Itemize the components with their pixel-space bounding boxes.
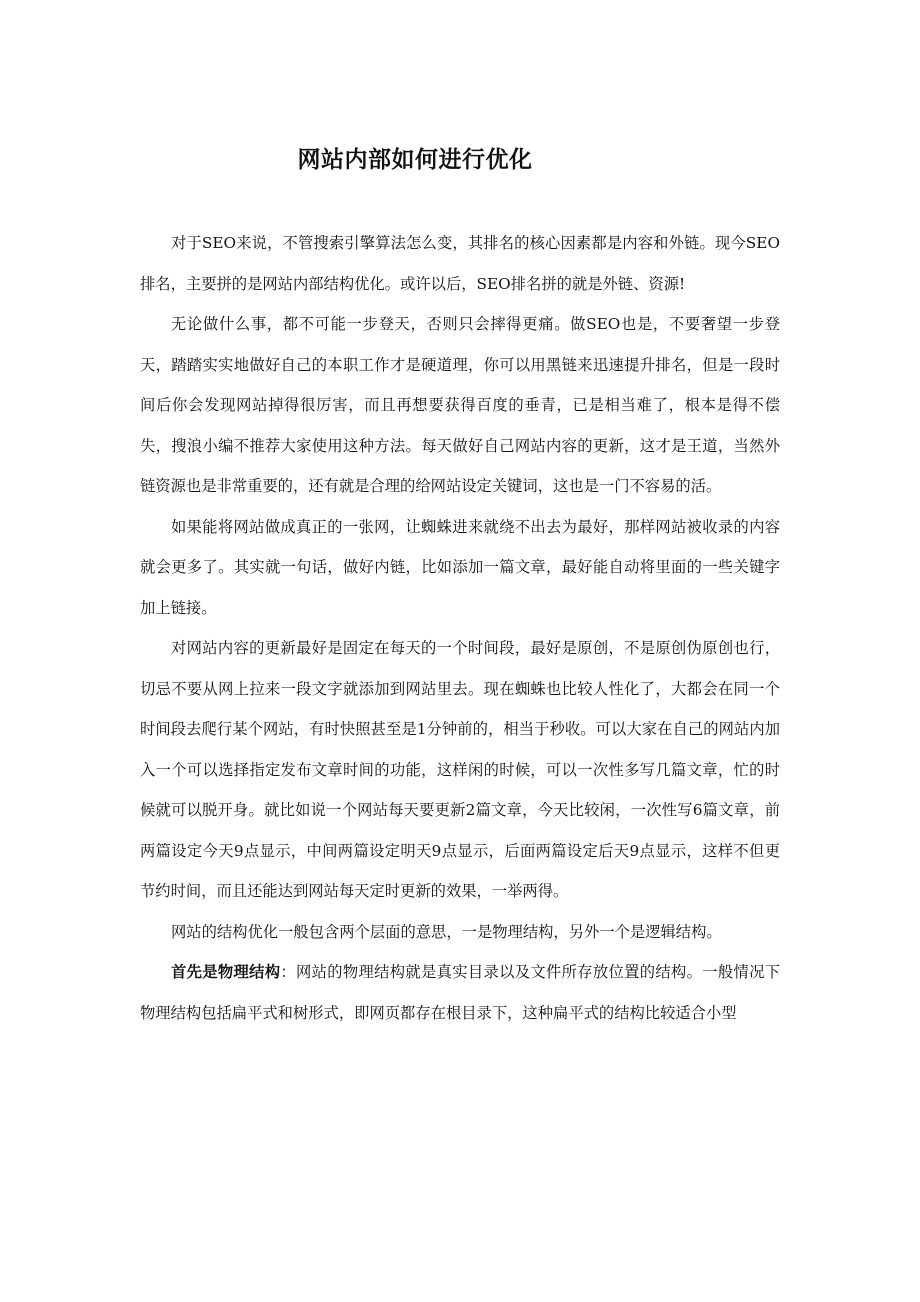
paragraph: 如果能将网站做成真正的一张网，让蜘蛛进来就绕不出去为最好，那样网站被收录的内容就会更多了。其实就一句话，做好内链，比如添加一篇文章，最好能自动将里面的一些关键字加上链接。	[140, 517, 780, 617]
paragraph: 对网站内容的更新最好是固定在每天的一个时间段，最好是原创，不是原创伪原创也行，切忌不要从网上拉来一段文字就添加到网站里去。现在蜘蛛也比较人性化了，大都会在同一个时间段去爬行某个网站，有时快照甚至是1分钟前的，相当于秒收。可以大家在自己的网站内加入一个可以选择指定发布文章时间的功能，这样闲的时候，可以一次性多写几篇文章，忙的时候就可以脱开身。就比如说一个网站每天要更新2篇文章，今天比较闲，一次性写6篇文章，前两篇设定今天9点显示，中间两篇设定明天9点显示，后面两篇设定后天9点显示，这样不但更节约时间，而且还能达到网站每天定时更新的效果，一举两得。	[140, 639, 780, 900]
paragraph-text: ：网站的物理结构就是真实目录以及文件所存放位置的结构。一般情况下物理结构包括扁平式和树形式，即网页都存在根目录下，这种扁平式的结构比较适合小型	[140, 963, 780, 1022]
paragraph	[140, 952, 780, 1033]
paragraph: 无论做什么事，都不可能一步登天，否则只会摔得更痛。做SEO也是，不要奢望一步登天，踏踏实实地做好自己的本职工作才是硬道理，你可以用黑链来迅速提升排名，但是一段时间后你会发现网站掉得很厉害，而且再想要获得百度的垂青，已是相当难了，根本是得不偿失，搜浪小编不推荐大家使用这种方法。每天做好自己网站内容的更新，这才是王道，当然外链资源也是非常重要的，还有就是合理的给网站设定关键词，这也是一门不容易的活。	[140, 315, 780, 495]
document-body	[140, 223, 780, 1033]
document-title: 网站内部如何进行优化	[297, 146, 533, 173]
paragraph: 网站的结构优化一般包含两个层面的意思，一是物理结构，另外一个是逻辑结构。	[171, 922, 722, 941]
paragraph: 对于SEO来说，不管搜索引擎算法怎么变，其排名的核心因素都是内容和外链。现今SEO排名，主要拼的是网站内部结构优化。或许以后，SEO排名拼的就是外链、资源!	[140, 234, 780, 293]
paragraph-bold-lead: 首先是物理结构	[171, 963, 281, 981]
